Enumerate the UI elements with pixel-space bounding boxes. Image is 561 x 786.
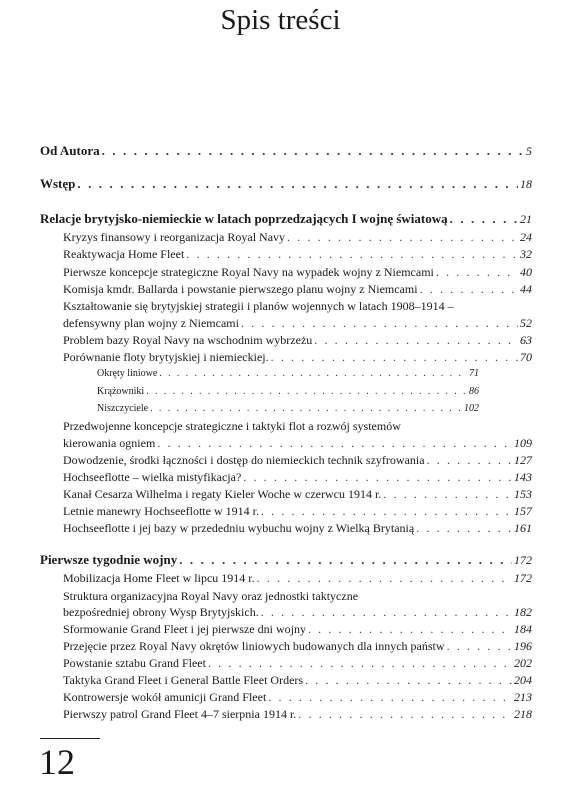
toc-entry-page: 102 xyxy=(464,403,479,414)
toc-entry xyxy=(63,229,532,245)
toc-entry-title: Powstanie sztabu Grand Fleet xyxy=(63,656,206,670)
toc-entry-page: 86 xyxy=(469,386,479,397)
toc-entry xyxy=(97,384,479,400)
toc-entry xyxy=(40,552,532,568)
toc-entry xyxy=(63,655,532,671)
toc-entry-title: Hochseeflotte – wielka mistyfikacja? xyxy=(63,470,242,484)
dot-leader xyxy=(102,143,524,159)
page-number-rule xyxy=(40,738,100,739)
toc-entry xyxy=(63,349,532,365)
toc-entry-title: Przejęcie przez Royal Navy okrętów liniowych budowanych dla innych państw xyxy=(63,639,445,653)
toc-entry-title-line: Struktura organizacyjna Royal Navy oraz jednostki taktyczne xyxy=(63,589,359,603)
toc-entry xyxy=(63,672,532,688)
toc-entry xyxy=(63,315,532,331)
toc-entry-page: 218 xyxy=(514,707,532,721)
toc-entry-title: Kryzys finansowy i reorganizacja Royal Navy xyxy=(63,230,286,244)
toc-entry-title: Niszczyciele xyxy=(97,403,149,414)
toc-entry-title: Pierwsze tygodnie wojny xyxy=(40,552,178,567)
toc-entry-page: 172 xyxy=(514,571,532,585)
dot-leader xyxy=(308,621,512,637)
toc-entry-title: Problem bazy Royal Navy na wschodnim wybrzeżu xyxy=(63,333,313,347)
dot-leader xyxy=(427,452,512,468)
toc-entry xyxy=(63,638,532,654)
toc-entry-title-line: Przedwojenne koncepcje strategiczne i taktyki flot a rozwój systemów xyxy=(63,419,401,433)
dot-leader xyxy=(314,332,518,348)
toc-entry-title: Mobilizacja Home Fleet w lipcu 1914 r. xyxy=(63,571,255,585)
toc-entry-page: 40 xyxy=(520,265,532,279)
toc-entry xyxy=(40,211,532,227)
toc-entry-page: 71 xyxy=(469,368,479,379)
toc-entry xyxy=(97,366,479,382)
dot-leader xyxy=(257,570,512,586)
toc-entry-title: Pierwsze koncepcje strategiczne Royal Navy na wypadek wojny z Niemcami xyxy=(63,265,434,279)
toc-entry-page: 157 xyxy=(514,504,532,518)
dot-leader xyxy=(208,655,512,671)
toc-entry-page: 143 xyxy=(514,470,532,484)
dot-leader xyxy=(271,349,518,365)
toc-entry xyxy=(63,281,532,297)
toc-entry-page: 109 xyxy=(514,436,532,450)
dot-leader xyxy=(436,264,518,280)
toc-entry-page: 63 xyxy=(520,333,532,347)
toc-entry-title: Komisja kmdr. Ballarda i powstanie pierwszego planu wojny z Niemcami xyxy=(63,282,418,296)
dot-leader xyxy=(179,552,512,568)
dot-leader xyxy=(241,315,518,331)
dot-leader xyxy=(420,281,518,297)
dot-leader xyxy=(416,520,512,536)
toc-entry xyxy=(63,264,532,280)
toc-entry-title: Kanał Cesarza Wilhelma i regaty Kieler Woche w czerwcu 1914 r. xyxy=(63,487,382,501)
toc-entry xyxy=(63,520,532,536)
toc-entry-page: 5 xyxy=(526,144,532,158)
toc-entry-page: 127 xyxy=(514,453,532,467)
toc-entry-title: defensywny plan wojny z Niemcami xyxy=(63,316,239,330)
dot-leader xyxy=(447,638,512,654)
toc-entry-page: 21 xyxy=(520,212,532,226)
dot-leader xyxy=(77,176,518,192)
toc-entry xyxy=(40,143,532,159)
dot-leader xyxy=(186,246,518,262)
toc-entry xyxy=(63,435,532,451)
toc-entry-title: Relacje brytyjsko-niemieckie w latach poprzedzających I wojnę światową xyxy=(40,211,448,226)
toc-entry xyxy=(63,621,532,637)
toc-entry xyxy=(63,689,532,705)
toc-entry-title-line: Kształtowanie się brytyjskiej strategii i planów wojennych w latach 1908–1914 – xyxy=(63,299,454,313)
toc-entry-page: 44 xyxy=(520,282,532,296)
toc-entry-title: Krążowniki xyxy=(97,386,145,397)
dot-leader xyxy=(383,486,512,502)
toc-entry-page: 70 xyxy=(520,350,532,364)
toc-entry xyxy=(63,469,532,485)
toc-entry-page: 153 xyxy=(514,487,532,501)
toc-entry xyxy=(63,452,532,468)
dot-leader xyxy=(298,706,512,722)
toc-entry-page: 204 xyxy=(514,673,532,687)
toc-entry-page: 24 xyxy=(520,230,532,244)
toc-entry xyxy=(63,570,532,586)
toc-entry-title: Taktyka Grand Fleet i General Battle Fleet Orders xyxy=(63,673,304,687)
toc-entry-title: Od Autora xyxy=(40,143,100,158)
page-number: 12 xyxy=(39,742,75,782)
dot-leader xyxy=(150,401,462,417)
toc-entry-title: Okręty liniowe xyxy=(97,368,158,379)
dot-leader xyxy=(159,366,467,382)
toc-entry-title: Wstęp xyxy=(40,176,76,191)
toc-entry-title: bezpośredniej obrony Wysp Brytyjskich. xyxy=(63,605,259,619)
dot-leader xyxy=(305,672,512,688)
toc-entry-page: 18 xyxy=(520,177,532,191)
toc-entry-page: 202 xyxy=(514,656,532,670)
page-title: Spis treści xyxy=(220,4,341,36)
toc-entry xyxy=(97,401,479,417)
toc-entry-page: 172 xyxy=(514,553,532,567)
toc-entry-title: Letnie manewry Hochseeflotte w 1914 r. xyxy=(63,504,259,518)
toc-entry-page: 184 xyxy=(514,622,532,636)
toc-entry-page: 213 xyxy=(514,690,532,704)
toc-entry-page: 161 xyxy=(514,521,532,535)
dot-leader xyxy=(243,469,512,485)
toc-entry xyxy=(40,176,532,192)
dot-leader xyxy=(450,211,518,227)
toc-entry-title: Dowodzenie, środki łączności i dostęp do niemieckich technik szyfrowania xyxy=(63,453,425,467)
dot-leader xyxy=(261,604,512,620)
toc-entry xyxy=(63,604,532,620)
toc-entry-title: Porównanie floty brytyjskiej i niemieckiej. xyxy=(63,350,269,364)
toc-entry xyxy=(63,706,532,722)
dot-leader xyxy=(146,384,467,400)
dot-leader xyxy=(261,503,512,519)
toc-entry-title: kierowania ogniem xyxy=(63,436,156,450)
toc-entry-title: Hochseeflotte i jej bazy w przededniu wybuchu wojny z Wielką Brytanią xyxy=(63,521,415,535)
dot-leader xyxy=(157,435,512,451)
toc-entry-page: 182 xyxy=(514,605,532,619)
toc-entry-page: 196 xyxy=(514,639,532,653)
toc-entry xyxy=(63,486,532,502)
toc-entry-title: Kontrowersje wokół amunicji Grand Fleet xyxy=(63,690,267,704)
dot-leader xyxy=(268,689,512,705)
toc-entry-title: Pierwszy patrol Grand Fleet 4–7 sierpnia 1914 r. xyxy=(63,707,297,721)
toc-entry xyxy=(63,503,532,519)
toc-entry-page: 32 xyxy=(520,247,532,261)
toc-entry-page: 52 xyxy=(520,316,532,330)
toc-entry xyxy=(63,246,532,262)
dot-leader xyxy=(287,229,518,245)
toc-entry-title: Reaktywacja Home Fleet xyxy=(63,247,185,261)
toc-entry-title: Sformowanie Grand Fleet i jej pierwsze dni wojny xyxy=(63,622,306,636)
toc-entry xyxy=(63,332,532,348)
